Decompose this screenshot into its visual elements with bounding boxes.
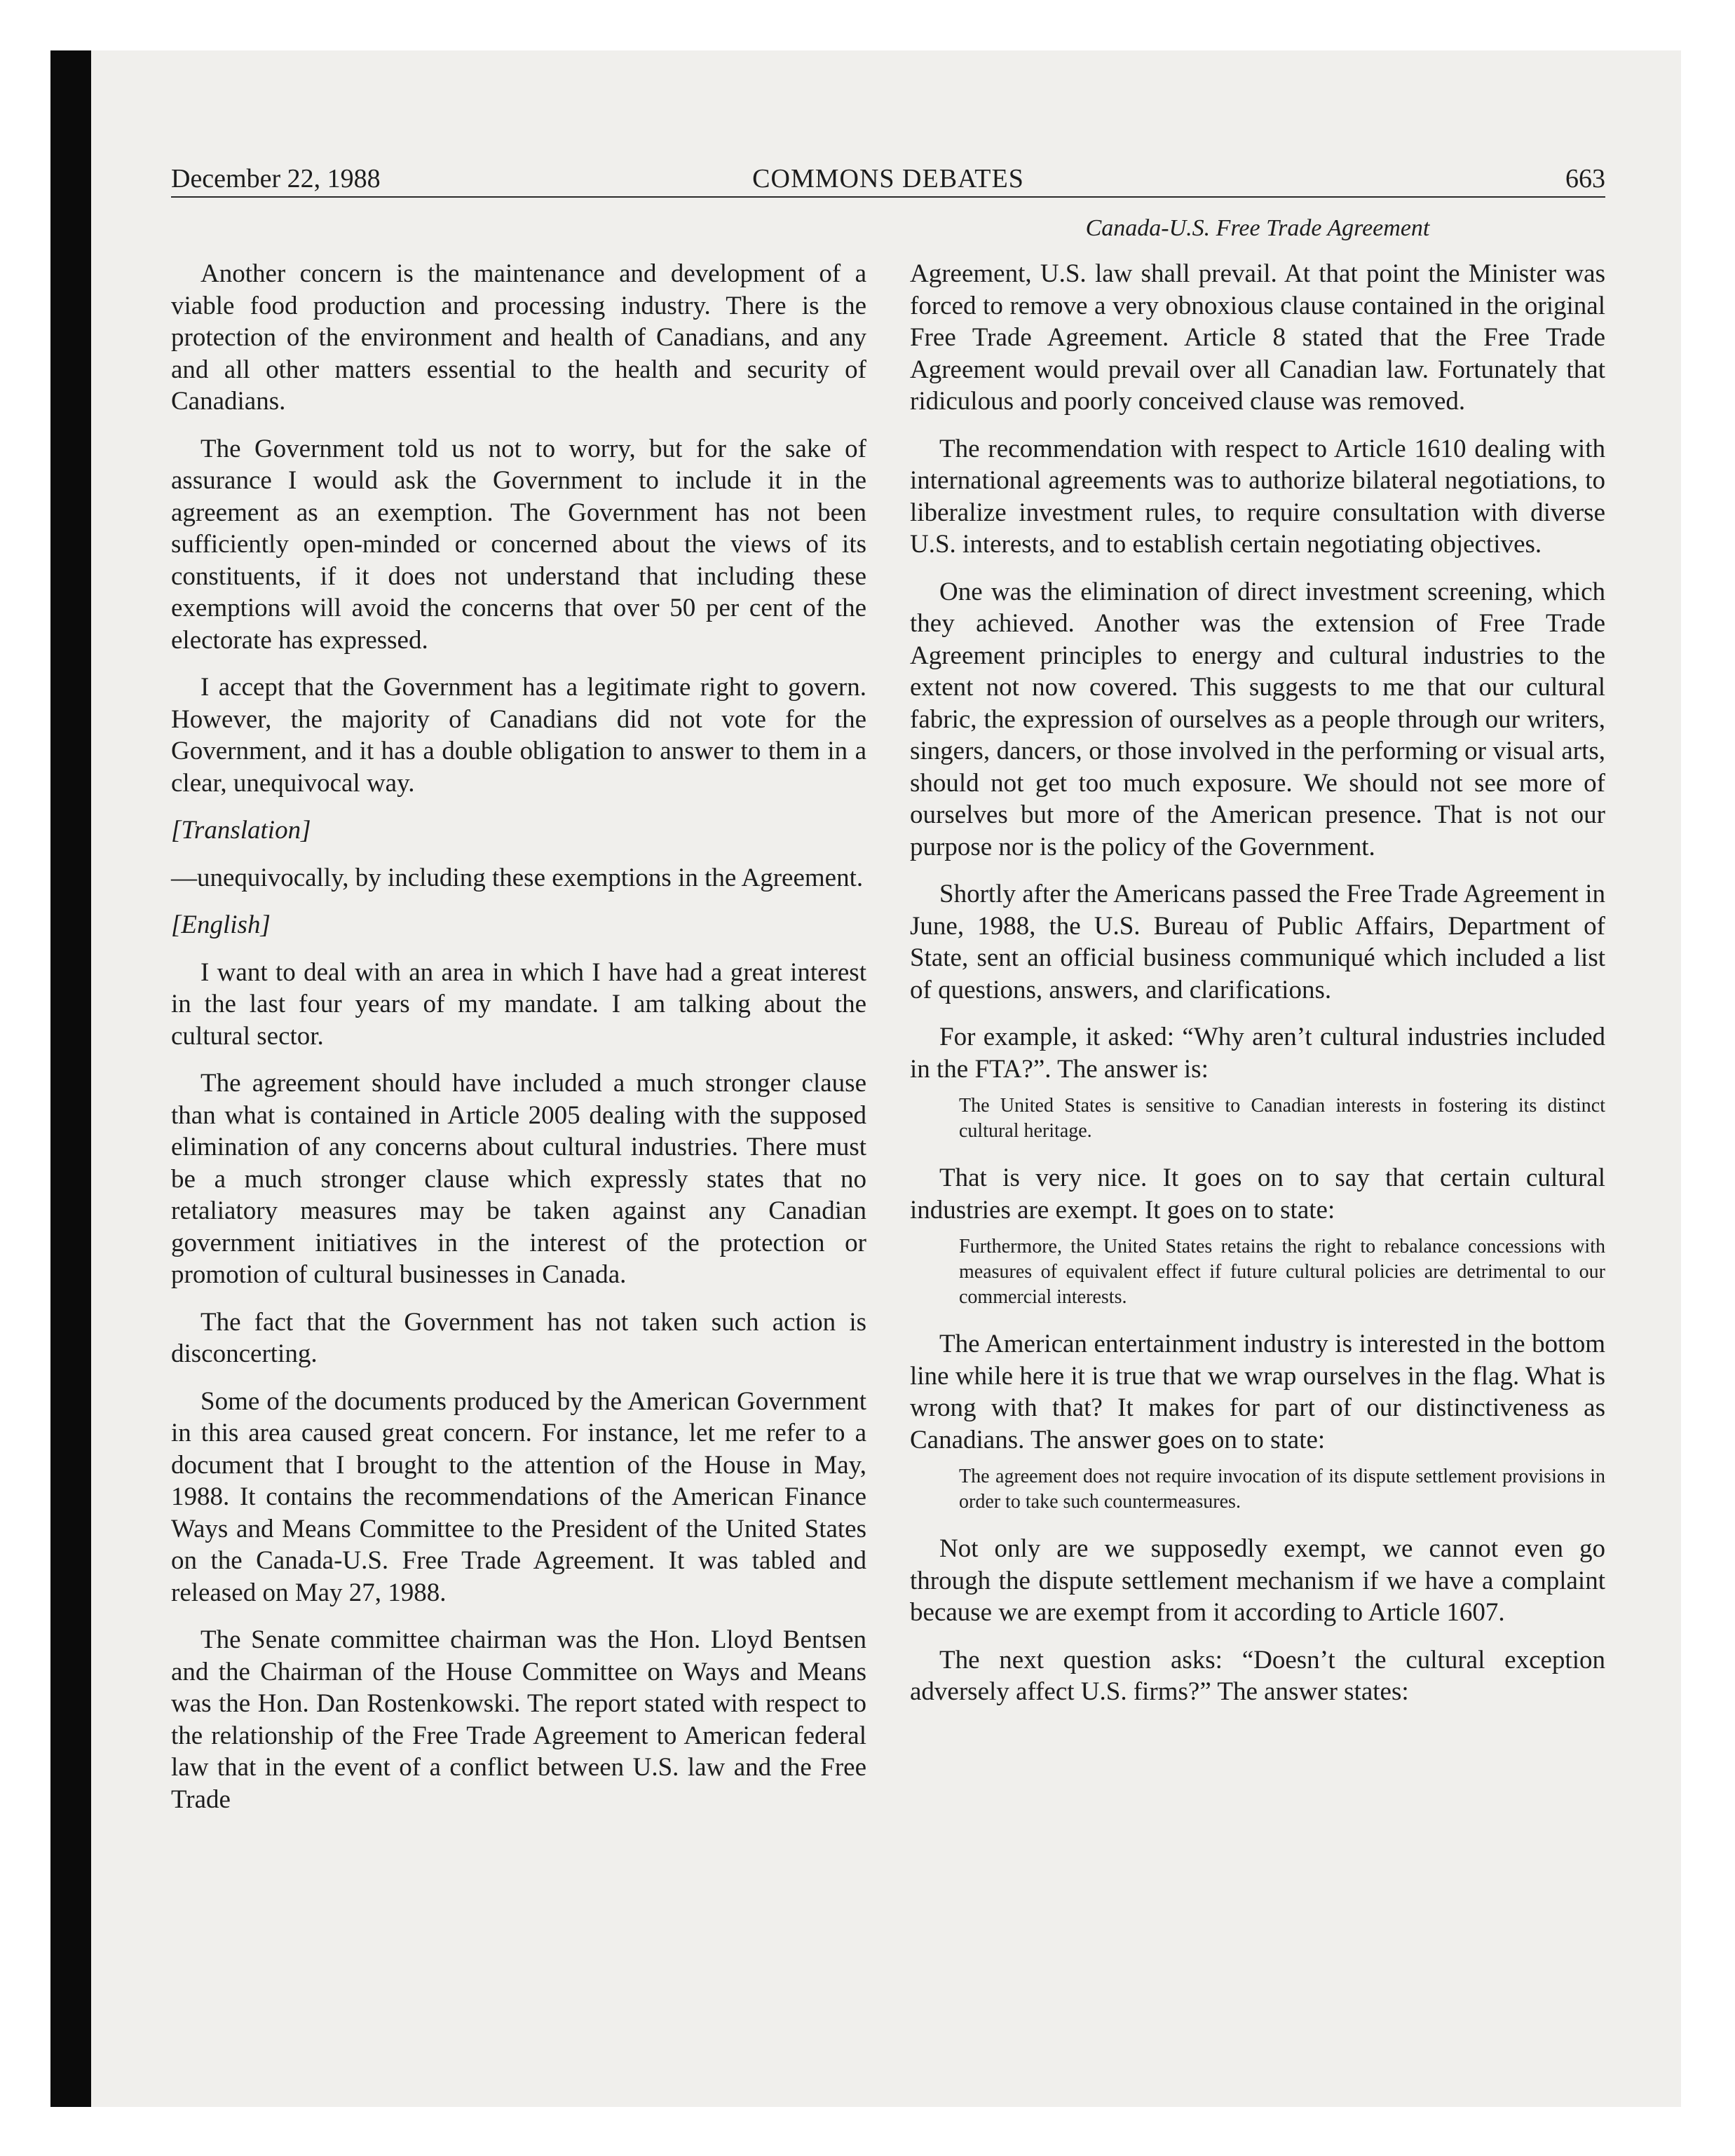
running-header: [171, 161, 1605, 196]
paragraph: Another concern is the maintenance and development of a viable food production and processing industry. There is the protection of the environment and health of Canadians, and any and all other matters essential to the health and security of Canadians.: [171, 259, 866, 416]
english-label: [English]: [171, 910, 271, 939]
paragraph: For example, it asked: “Why aren’t cultural industries included in the FTA?”. The answer is:: [910, 1023, 1605, 1084]
paragraph: One was the elimination of direct investment screening, which they achieved. Another was the extension of Free Trade Agreement principles to energy and cultural industries to the extent not now covered. This suggests to me that our cultural fabric, the expression of ourselves as a people through our writers, singers, dancers, or those involved in the performing or visual arts, should not get too much exposure. We should not see more of ourselves but more of the American presence. That is not our purpose nor is the policy of the Government.: [910, 577, 1605, 861]
left-column: [171, 258, 866, 1831]
block-quote: The United States is sensitive to Canadian interests in fostering its distinct cultural heritage.: [959, 1095, 1605, 1142]
paragraph: The American entertainment industry is interested in the bottom line while here it is true that we wrap ourselves in the flag. What is wrong with that? It makes for part of our distinctiveness as Canadians. The answer goes on to state:: [910, 1330, 1605, 1454]
paragraph: Some of the documents produced by the American Government in this area caused great concern. For instance, let me refer to a document that I brought to the attention of the House in May, 1988. It contains the recommendations of the American Finance Ways and Means Committee to the President of the United States on the Canada-U.S. Free Trade Agreement. It was tabled and released on May 27, 1988.: [171, 1386, 866, 1607]
block-quote: Furthermore, the United States retains the right to rebalance concessions with measures of equivalent effect if future cultural policies are detrimental to our commercial interests.: [959, 1236, 1605, 1308]
header-rule: [171, 196, 1605, 198]
paragraph: Shortly after the Americans passed the Free Trade Agreement in June, 1988, the U.S. Bureau of Public Affairs, Department of State, sent an official business communiqué which included a list of questions, answers, and clarifications.: [910, 880, 1605, 1004]
section-subtitle: Canada-U.S. Free Trade Agreement: [1085, 215, 1430, 241]
paragraph: The recommendation with respect to Article 1610 dealing with international agreements was to authorize bilateral negotiations, to liberalize investment rules, to require consultation with diverse U.S. interests, and to establish certain negotiating objectives.: [910, 434, 1605, 559]
header-page-number: 663: [1565, 164, 1605, 193]
block-quote: The agreement does not require invocation of its dispute settlement provisions in order to take such countermeasures.: [959, 1466, 1605, 1513]
paragraph: The next question asks: “Doesn’t the cultural exception adversely affect U.S. firms?” The answer states:: [910, 1645, 1605, 1706]
paragraph: I want to deal with an area in which I have had a great interest in the last four years of my mandate. I am talking about the cultural sector.: [171, 957, 866, 1051]
scan-binding-edge: [50, 50, 91, 2107]
paragraph: Not only are we supposedly exempt, we cannot even go through the dispute settlement mechanism if we have a complaint because we are exempt from it according to Article 1607.: [910, 1534, 1605, 1627]
paragraph: —unequivocally, by including these exemptions in the Agreement.: [171, 863, 864, 892]
header-publication-title: COMMONS DEBATES: [752, 164, 1024, 193]
paragraph: Agreement, U.S. law shall prevail. At that point the Minister was forced to remove a very obnoxious clause contained in the original Free Trade Agreement. Article 8 stated that the Free Trade Agreement would prevail over all Canadian law. Fortunately that ridiculous and poorly conceived clause was removed.: [910, 259, 1605, 416]
header-date: December 22, 1988: [171, 164, 381, 193]
translation-label: [Translation]: [171, 816, 311, 845]
right-column: [910, 258, 1605, 1724]
paragraph: I accept that the Government has a legitimate right to govern. However, the majority of Canadians did not vote for the Government, and it has a double obligation to answer to them in a clear, unequivocal way.: [171, 673, 866, 798]
paragraph: The Government told us not to worry, but for the sake of assurance I would ask the Government to include it in the agreement as an exemption. The Government has not been sufficiently open-minded or concerned about the views of its constituents, if it does not understand that including these exemptions will avoid the concerns that over 50 per cent of the electorate has expressed.: [171, 434, 866, 655]
paragraph: The fact that the Government has not taken such action is disconcerting.: [171, 1307, 866, 1368]
paragraph: The agreement should have included a much stronger clause than what is contained in Article 2005 dealing with the supposed elimination of any concerns about cultural industries. There must be a much stronger clause which expressly states that no retaliatory measures may be taken against any Canadian government initiatives in the interest of the protection or promotion of cultural businesses in Canada.: [171, 1069, 866, 1289]
paragraph: The Senate committee chairman was the Hon. Lloyd Bentsen and the Chairman of the House Committee on Ways and Means was the Hon. Dan Rostenkowski. The report stated with respect to the relationship of the Free Trade Agreement to American federal law that in the event of a conflict between U.S. law and the Free Trade: [171, 1625, 866, 1814]
paragraph: That is very nice. It goes on to say that certain cultural industries are exempt. It goes on to state:: [910, 1164, 1605, 1224]
